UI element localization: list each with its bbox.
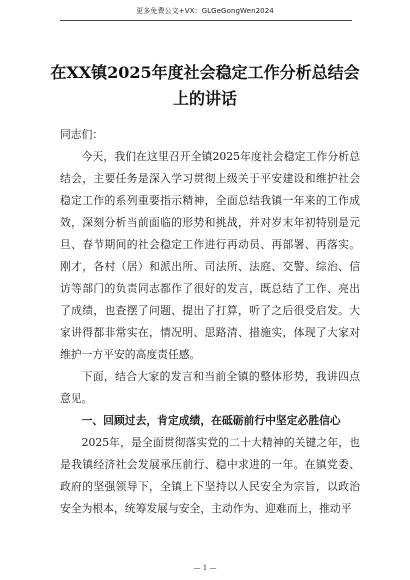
header-note: 更多免费公文+VX：GLGeGongWen2024 [136,7,274,15]
document-title: 在XX镇2025年度社会稳定工作分析总结会上的讲话 [50,63,360,108]
body-paragraph: 2025年，是全面贯彻落实党的二十大精神的关键之年，也是我镇经济社会发展承压前行、稳中求进的一年。在镇党委、政府的坚强领导下，全镇上下坚持以人民安全为宗旨，以政治安全为根本，统筹发展与安全，主动作为、迎难而上，推动平 [60,436,360,515]
section-heading: 一、回顾过去，肯定成绩，在砥砺前行中坚定必胜信心 [81,414,341,427]
body-paragraph: 下面，结合大家的发言和当前全镇的整体形势，我讲四点意见。 [60,370,360,405]
document-body [60,124,360,520]
page-number: — 1 — [193,564,217,572]
salutation: 同志们： [60,128,104,141]
body-paragraph: 今天，我们在这里召开全镇2025年度社会稳定工作分析总结会，主要任务是深入学习贯彻上级关于平安建设和维护社会稳定工作的系列重要指示精神，全面总结我镇一年来的工作成效，深刻分析当前面临的形势和挑战，并对岁末年初特别是元旦、春节期间的社会稳定工作进行再动员、再部署、再落实。刚才，各村（居）和派出所、司法所、法庭、交警、综治、信访等部门的负责同志都作了很好的发言，既总结了工作、亮出了成绩，也查摆了问题、提出了打算，听了之后很受启发。大家讲得都非常实在，情况明、思路清、措施实，体现了大家对维护一方平安的高度责任感。 [60,150,360,361]
header-divider [60,20,352,21]
